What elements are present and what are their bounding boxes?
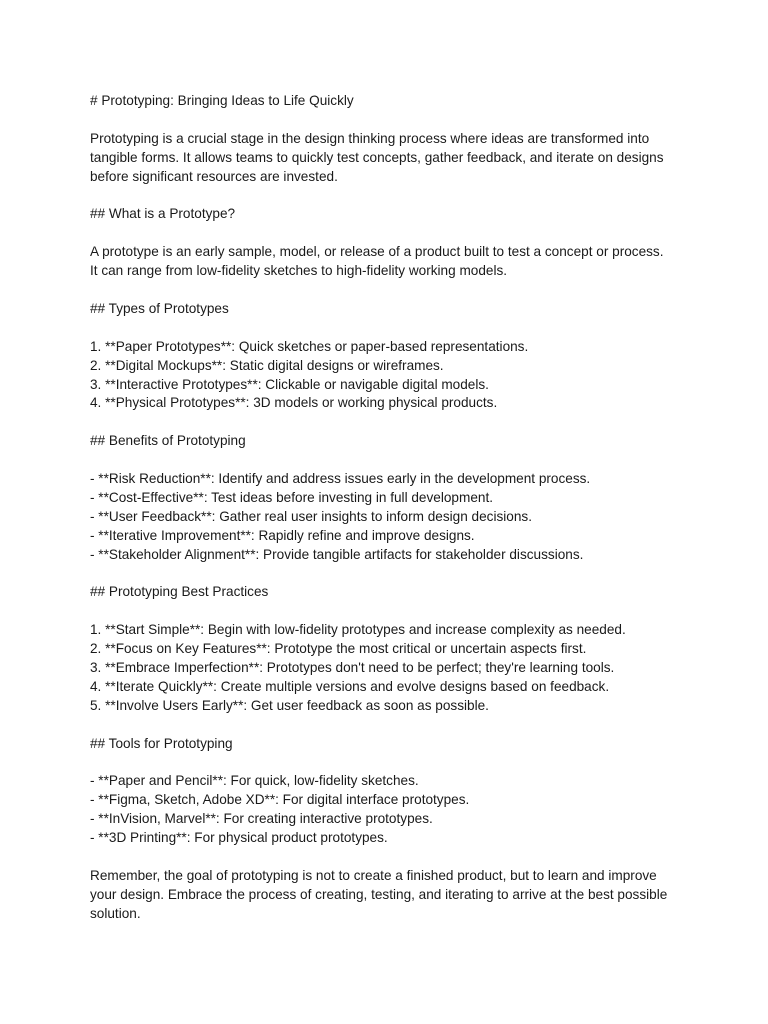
- spacer: [90, 451, 690, 470]
- types-list: [90, 338, 690, 414]
- section-heading-practices: ## Prototyping Best Practices: [90, 584, 269, 600]
- conclusion-paragraph: [90, 867, 690, 924]
- spacer: [90, 111, 690, 130]
- intro-paragraph: [90, 130, 690, 187]
- list-item: - **Iterative Improvement**: Rapidly refine and improve designs.: [90, 527, 475, 543]
- intro-line: Prototyping is a crucial stage in the design thinking process where ideas are transformed into: [90, 130, 650, 146]
- spacer: [90, 754, 690, 773]
- spacer: [90, 848, 690, 867]
- list-item: - **Cost-Effective**: Test ideas before investing in full development.: [90, 489, 493, 505]
- tools-list: [90, 772, 690, 848]
- conclusion-line: your design. Embrace the process of creating, testing, and iterating to arrive at the best possible: [90, 886, 668, 902]
- benefits-list: [90, 470, 690, 565]
- intro-line: before significant resources are invested.: [90, 168, 338, 184]
- list-item: 5. **Involve Users Early**: Get user feedback as soon as possible.: [90, 697, 489, 713]
- list-item: - **3D Printing**: For physical product prototypes.: [90, 830, 388, 846]
- spacer: [90, 224, 690, 243]
- document-page: [90, 92, 690, 924]
- spacer: [90, 281, 690, 300]
- list-item: 1. **Paper Prototypes**: Quick sketches or paper-based representations.: [90, 338, 529, 354]
- list-item: 2. **Focus on Key Features**: Prototype the most critical or uncertain aspects first.: [90, 641, 587, 657]
- what-line: It can range from low-fidelity sketches to high-fidelity working models.: [90, 263, 508, 279]
- practices-list: [90, 621, 690, 716]
- document-title: # Prototyping: Bringing Ideas to Life Quickly: [90, 93, 354, 108]
- list-item: 3. **Embrace Imperfection**: Prototypes don't need to be perfect; they're learning tools.: [90, 660, 615, 676]
- list-item: - **Paper and Pencil**: For quick, low-fidelity sketches.: [90, 773, 419, 789]
- list-item: 1. **Start Simple**: Begin with low-fidelity prototypes and increase complexity as needed.: [90, 622, 626, 638]
- list-item: - **InVision, Marvel**: For creating interactive prototypes.: [90, 811, 433, 827]
- spacer: [90, 413, 690, 432]
- spacer: [90, 187, 690, 206]
- list-item: 2. **Digital Mockups**: Static digital designs or wireframes.: [90, 357, 444, 373]
- spacer: [90, 319, 690, 338]
- spacer: [90, 565, 690, 584]
- intro-line: tangible forms. It allows teams to quickly test concepts, gather feedback, and iterate on designs: [90, 149, 664, 165]
- list-item: - **Risk Reduction**: Identify and address issues early in the development process.: [90, 471, 591, 487]
- what-paragraph: [90, 243, 690, 281]
- section-heading-types: ## Types of Prototypes: [90, 300, 229, 316]
- spacer: [90, 716, 690, 735]
- list-item: - **Stakeholder Alignment**: Provide tangible artifacts for stakeholder discussions.: [90, 546, 584, 562]
- list-item: 4. **Iterate Quickly**: Create multiple versions and evolve designs based on feedback.: [90, 678, 610, 694]
- spacer: [90, 602, 690, 621]
- section-heading-what: ## What is a Prototype?: [90, 206, 236, 222]
- list-item: - **Figma, Sketch, Adobe XD**: For digital interface prototypes.: [90, 792, 470, 808]
- conclusion-line: Remember, the goal of prototyping is not to create a finished product, but to learn and improve: [90, 867, 657, 883]
- list-item: 4. **Physical Prototypes**: 3D models or working physical products.: [90, 395, 498, 411]
- section-heading-tools: ## Tools for Prototyping: [90, 735, 233, 751]
- section-heading-benefits: ## Benefits of Prototyping: [90, 433, 246, 449]
- conclusion-line: solution.: [90, 905, 141, 921]
- list-item: 3. **Interactive Prototypes**: Clickable or navigable digital models.: [90, 376, 489, 392]
- what-line: A prototype is an early sample, model, or release of a product built to test a concept or process.: [90, 244, 664, 260]
- list-item: - **User Feedback**: Gather real user insights to inform design decisions.: [90, 508, 533, 524]
